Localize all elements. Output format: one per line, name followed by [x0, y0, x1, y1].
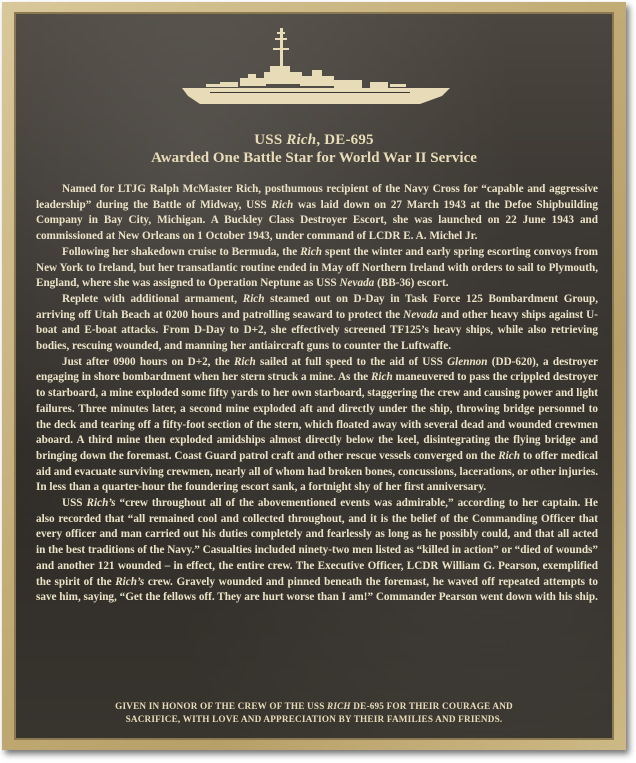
plaque-paragraph: USS Rich’s “crew throughout all of the abovementioned events was admirable,” according to her captain. He also recorded that “all remained cool and collected throughout, and it is the belief of the Commanding Officer that every officer and man carried out his duties completely and fearlessly as long as he possibly could, and that all acted in the best traditions of the Navy.” Casualties included ninety-two men listed as “killed in action” or “died of wounds” and another 121 wounded – in effect, the entire crew. The Executive Officer, LCDR William G. Pearson, exemplified the spirit of the Rich’s crew. Gravely wounded and pinned beneath the foremast, he waved off repeated attempts to save him, saying, “Get the fellows off. They are hurt worse than I am!” Commander Pearson went down with his ship. [36, 497, 598, 604]
plaque-paragraph: Just after 0900 hours on D+2, the Rich sailed at full speed to the aid of USS Glennon (DD-620), a destroyer engaging in shore bombardment when her stern struck a mine. As the Rich maneuvered to pass the crippled destroyer to starboard, a mine exploded some fifty yards to her own starboard, staggering the crew and causing power and light failures. Three minutes later, a second mine exploded aft and directly under the ship, throwing bridge personnel to the deck and tearing off a fifty-foot section of the stern, which floated away with several dead and wounded crewmen aboard. A third mine then exploded amidships almost directly below the keel, disintegrating the flying bridge and bringing down the foremast. Coast Guard patrol craft and other rescue vessels converged on the Rich to offer medical aid and evacuate surviving crewmen, nearly all of whom had broken bones, concussions, lacerations, or other injuries. In less than a quarter-hour the foundering escort sank, a fortnight shy of her first anniversary. [36, 355, 599, 494]
plaque-subtitle: Awarded One Battle Star for World War II Service [151, 150, 477, 166]
plaque-body-text [36, 182, 598, 606]
memorial-plaque [14, 12, 614, 740]
plaque-title: USS Rich, DE-695 [254, 132, 374, 148]
plaque-dedication [16, 700, 612, 725]
plaque-paragraph: Named for LTJG Ralph McMaster Rich, posthumous recipient of the Navy Cross for “capable and aggressive leadership” during the Battle of Midway, USS Rich was laid down on 27 March 1943 at the Defoe Shipbuilding Company in Bay City, Michigan. A Buckley Class Destroyer Escort, she was launched on 22 June 1943 and commissioned at New Orleans on 1 October 1943, under command of LCDR E. A. Michel Jr. [36, 183, 598, 243]
destroyer-escort-silhouette-icon [180, 26, 452, 114]
dedication-line-1: GIVEN IN HONOR OF THE CREW OF THE USS RICH DE-695 FOR THEIR COURAGE AND [115, 701, 513, 711]
plaque-frame [2, 2, 626, 750]
dedication-line-2: SACRIFICE, WITH LOVE AND APPRECIATION BY THEIR FAMILIES AND FRIENDS. [125, 713, 503, 724]
plaque-paragraph: Replete with additional armament, Rich steamed out on D-Day in Task Force 125 Bombardment Group, arriving off Utah Beach at 0200 hours and patrolling seaward to protect the Nevada and other heavy ships against U-boat and E-boat attacks. From D-Day to D+2, she effectively screened TF125’s heavy ships, while also retrieving bodies, rescuing wounded, and manning her antiaircraft guns to counter the Luftwaffe. [36, 292, 599, 353]
plaque-paragraph: Following her shakedown cruise to Bermuda, the Rich spent the winter and early spring escorting convoys from New York to Ireland, but her transatlantic routine ended in May off Northern Ireland with orders to sail to Plymouth, England, where she was assigned to Operation Neptune as USS Nevada (BB-36) escort. [36, 245, 598, 290]
